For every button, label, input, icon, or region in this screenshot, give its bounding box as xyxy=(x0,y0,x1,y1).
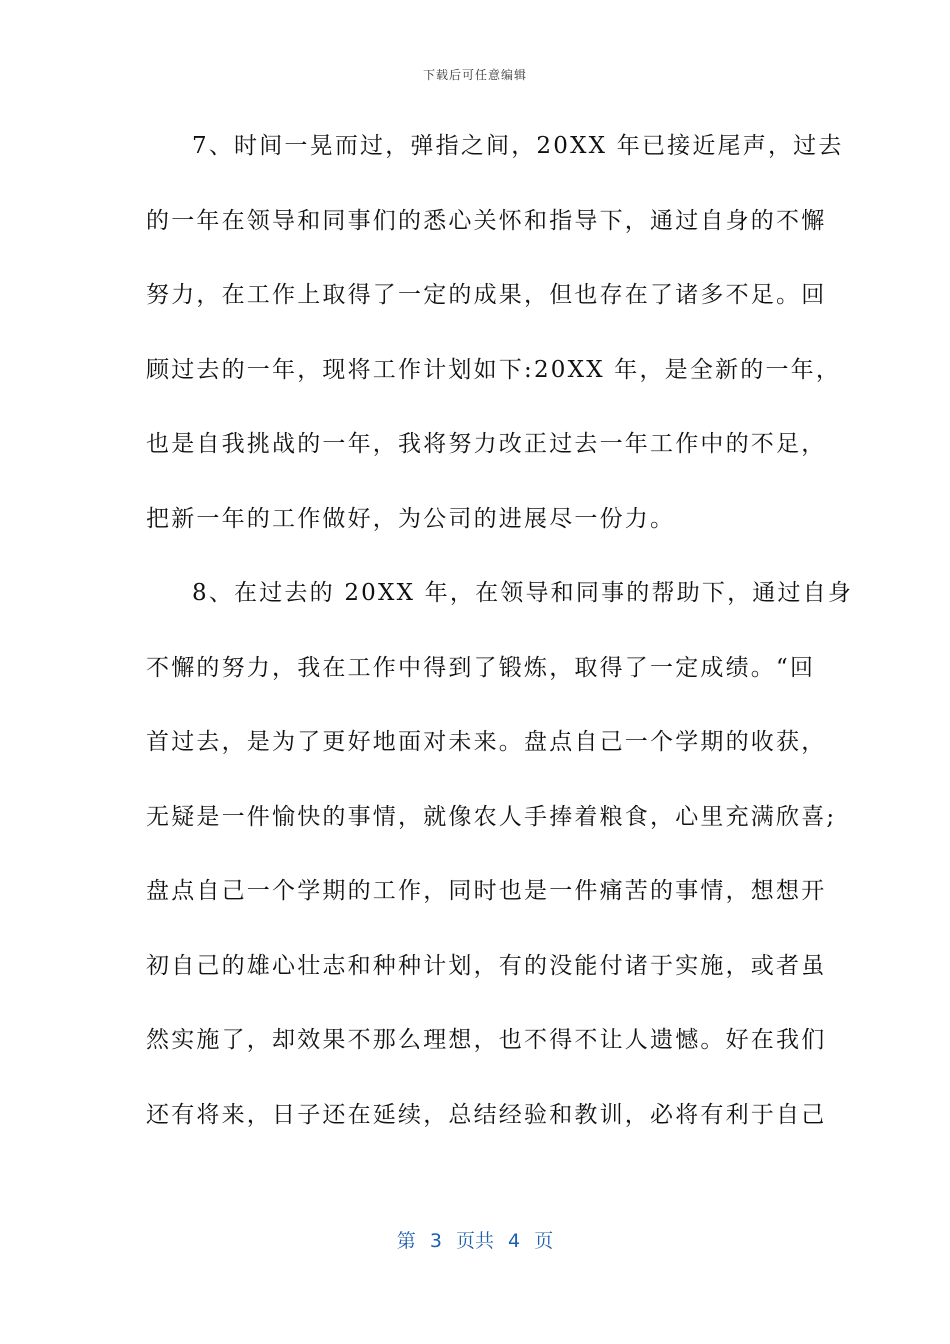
paragraph-2-line-4: 无疑是一件愉快的事情，就像农人手捧着粮食，心里充满欣喜; xyxy=(146,803,837,830)
document-body xyxy=(146,120,854,1163)
footer-current-page: 3 xyxy=(429,1230,442,1252)
paragraph-1-line-2: 的一年在领导和同事们的悉心关怀和指导下，通过自身的不懈 xyxy=(146,207,827,234)
paragraph-1-line-6: 把新一年的工作做好，为公司的进展尽一份力。 xyxy=(146,505,676,532)
paragraph-1-line-4: 顾过去的一年，现将工作计划如下:20XX 年，是全新的一年， xyxy=(146,356,842,383)
paragraph-2-line-5: 盘点自己一个学期的工作，同时也是一件痛苦的事情，想想开 xyxy=(146,878,827,904)
paragraph-2-line-7: 然实施了，却效果不那么理想，也不得不让人遗憾。好在我们 xyxy=(146,1027,827,1053)
paragraph-2-line-2: 不懈的努力，我在工作中得到了锻炼，取得了一定成绩。“回 xyxy=(146,654,816,681)
paragraph-2-line-1: 8、在过去的 20XX 年，在领导和同事的帮助下，通过自身 xyxy=(192,580,854,606)
page-footer xyxy=(0,1226,950,1253)
footer-suffix: 页 xyxy=(534,1230,554,1252)
footer-middle: 页共 xyxy=(455,1230,494,1252)
paragraph-1-line-3: 努力，在工作上取得了一定的成果，但也存在了诸多不足。回 xyxy=(146,282,827,308)
paragraph-2-line-6: 初自己的雄心壮志和种种计划，有的没能付诸于实施，或者虽 xyxy=(146,952,827,979)
footer-prefix: 第 xyxy=(396,1230,416,1252)
paragraph-1-line-1: 7、时间一晃而过，弹指之间，20XX 年已接近尾声，过去 xyxy=(192,133,844,159)
paragraph-1-line-5: 也是自我挑战的一年，我将努力改正过去一年工作中的不足， xyxy=(146,431,827,457)
paragraph-2-line-3: 首过去，是为了更好地面对未来。盘点自己一个学期的收获， xyxy=(146,729,827,755)
footer-total-pages: 4 xyxy=(508,1230,521,1252)
paragraph-2-line-8: 还有将来，日子还在延续，总结经验和教训，必将有利于自己 xyxy=(146,1101,827,1128)
page-header: 下载后可任意编辑 xyxy=(422,68,527,82)
